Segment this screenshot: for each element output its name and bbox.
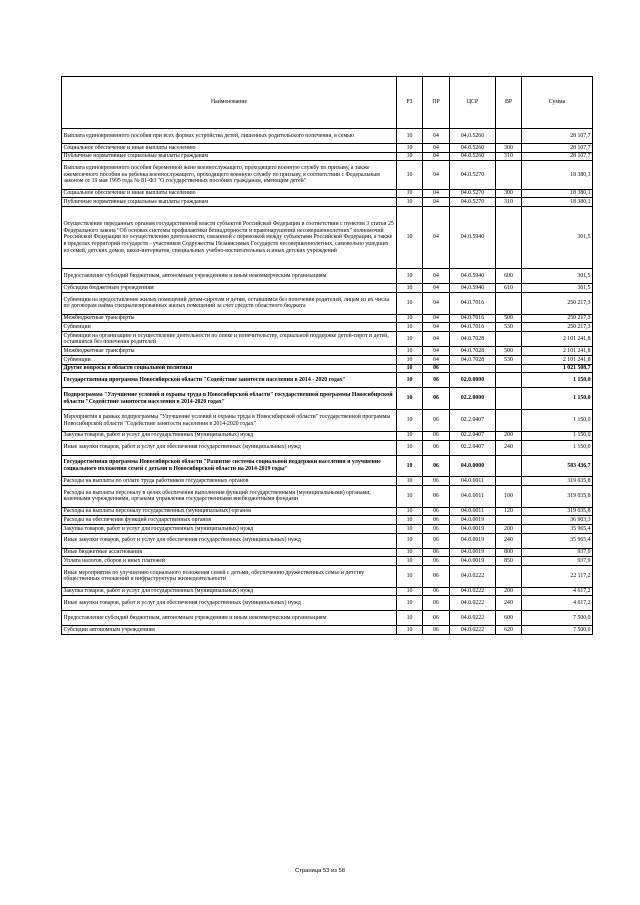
- cell-name: Расходы на выплаты по оплате труда работников государственных органов: [62, 477, 397, 486]
- cell-vr: [496, 410, 522, 432]
- cell-pr: 06: [423, 533, 450, 548]
- cell-rz: 10: [397, 323, 423, 332]
- cell-pr: 06: [423, 516, 450, 525]
- header-name: Наименование: [62, 77, 397, 129]
- cell-pr: 06: [423, 410, 450, 432]
- cell-pr: 04: [423, 144, 450, 153]
- cell-pr: 06: [423, 373, 450, 388]
- cell-rz: 10: [397, 611, 423, 626]
- cell-pr: 06: [423, 388, 450, 410]
- cell-csr: 02.2.0407: [450, 431, 496, 440]
- cell-pr: 04: [423, 332, 450, 347]
- cell-sum: 2 101 241,8: [522, 332, 593, 347]
- cell-rz: 10: [397, 388, 423, 410]
- cell-rz: 10: [397, 410, 423, 432]
- cell-vr: [496, 516, 522, 525]
- table-row: [62, 207, 593, 269]
- cell-name: Закупка товаров, работ и услуг для государственных (муниципальных) нужд: [62, 525, 397, 534]
- cell-pr: 04: [423, 356, 450, 365]
- cell-name: Публичные нормативные социальные выплаты гражданам: [62, 152, 397, 161]
- table-row: [62, 388, 593, 410]
- table-row: [62, 373, 593, 388]
- table-row: [62, 565, 593, 587]
- cell-vr: 620: [496, 626, 522, 635]
- cell-pr: 04: [423, 284, 450, 293]
- cell-name: Межбюджетные трансферты: [62, 314, 397, 323]
- cell-rz: 10: [397, 347, 423, 356]
- cell-sum: 1 150,0: [522, 431, 593, 440]
- cell-pr: 04: [423, 323, 450, 332]
- cell-name: Социальное обеспечение и иные выплаты населению: [62, 189, 397, 198]
- cell-name: Уплата налогов, сборов и иных платежей: [62, 557, 397, 566]
- cell-sum: 319 035,8: [522, 477, 593, 486]
- cell-name: Иные закупки товаров, работ и услуг для обеспечения государственных (муниципальных) нужд: [62, 596, 397, 611]
- cell-pr: 06: [423, 455, 450, 477]
- cell-sum: 18 380,1: [522, 161, 593, 190]
- cell-csr: 04.0.5940: [450, 269, 496, 284]
- cell-sum: 583 436,7: [522, 455, 593, 477]
- cell-name: Мероприятия в рамках подпрограммы "Улучшение условий и охраны труда в Новосибирской области" государственной программы Новосибирской области "Содействие занятости населения в 2014-2020 годах": [62, 410, 397, 432]
- cell-sum: 937,9: [522, 557, 593, 566]
- cell-vr: 300: [496, 189, 522, 198]
- cell-vr: 310: [496, 152, 522, 161]
- cell-pr: 06: [423, 548, 450, 557]
- header-sum: Сумма: [522, 77, 593, 129]
- cell-csr: 04.0.5270: [450, 161, 496, 190]
- cell-sum: 250 217,3: [522, 323, 593, 332]
- cell-vr: [496, 332, 522, 347]
- cell-csr: 04.0.5270: [450, 189, 496, 198]
- cell-pr: 06: [423, 364, 450, 373]
- cell-vr: 240: [496, 440, 522, 455]
- table-row: [62, 455, 593, 477]
- cell-vr: 530: [496, 323, 522, 332]
- cell-pr: 04: [423, 129, 450, 144]
- cell-sum: 1 021 508,7: [522, 364, 593, 373]
- budget-table: [61, 76, 593, 635]
- cell-csr: 04.0.5270: [450, 198, 496, 207]
- cell-csr: 04.0.7016: [450, 323, 496, 332]
- cell-rz: 10: [397, 565, 423, 587]
- table-row: [62, 440, 593, 455]
- cell-csr: 04.0.7016: [450, 293, 496, 315]
- cell-name: Выплата единовременного пособия при всех формах устройства детей, лишенных родительского попечения, в семью: [62, 129, 397, 144]
- cell-rz: 10: [397, 207, 423, 269]
- cell-sum: 250 217,3: [522, 314, 593, 323]
- cell-pr: 06: [423, 626, 450, 635]
- cell-vr: [496, 455, 522, 477]
- cell-sum: 28 107,7: [522, 152, 593, 161]
- cell-vr: 310: [496, 198, 522, 207]
- cell-sum: 2 101 241,8: [522, 347, 593, 356]
- cell-sum: 301,5: [522, 284, 593, 293]
- cell-rz: 10: [397, 455, 423, 477]
- cell-sum: 1 150,0: [522, 388, 593, 410]
- cell-rz: 10: [397, 364, 423, 373]
- cell-csr: 02.2.0407: [450, 410, 496, 432]
- cell-vr: 200: [496, 525, 522, 534]
- table-row: [62, 323, 593, 332]
- cell-pr: 06: [423, 611, 450, 626]
- cell-pr: 04: [423, 293, 450, 315]
- table-row: [62, 356, 593, 365]
- cell-rz: 10: [397, 557, 423, 566]
- cell-name: Подпрограмма "Улучшение условий и охраны труда в Новосибирской области" государственной программы Новосибирской области "Содействие занятости населения в 2014-2020 годах": [62, 388, 397, 410]
- cell-vr: 500: [496, 347, 522, 356]
- cell-vr: [496, 565, 522, 587]
- cell-sum: 7 500,0: [522, 626, 593, 635]
- table-row: [62, 611, 593, 626]
- table-row: [62, 269, 593, 284]
- table-row: [62, 410, 593, 432]
- table-row: [62, 507, 593, 516]
- cell-rz: 10: [397, 516, 423, 525]
- cell-name: Государственная программа Новосибирской области "Развитие системы социальной поддержки населения и улучшение социального положения семей с детьми в Новосибирской области на 2014-2019 годы": [62, 455, 397, 477]
- table-row: [62, 477, 593, 486]
- cell-vr: 850: [496, 557, 522, 566]
- cell-rz: 10: [397, 356, 423, 365]
- cell-sum: 1 150,0: [522, 373, 593, 388]
- table-row: [62, 516, 593, 525]
- cell-rz: 10: [397, 161, 423, 190]
- table-row: [62, 596, 593, 611]
- table-row: [62, 533, 593, 548]
- table-header-row: [62, 77, 593, 129]
- cell-sum: 18 380,1: [522, 198, 593, 207]
- cell-rz: 10: [397, 314, 423, 323]
- cell-csr: 04.0.5260: [450, 129, 496, 144]
- header-csr: ЦСР: [450, 77, 496, 129]
- cell-csr: 04.0.0222: [450, 596, 496, 611]
- cell-pr: 06: [423, 525, 450, 534]
- cell-sum: 28 107,7: [522, 129, 593, 144]
- cell-vr: [496, 373, 522, 388]
- cell-name: Субсидии бюджетным учреждениям: [62, 284, 397, 293]
- cell-csr: 02.2.0000: [450, 388, 496, 410]
- cell-pr: 04: [423, 152, 450, 161]
- cell-rz: 10: [397, 332, 423, 347]
- table-row: [62, 485, 593, 507]
- cell-csr: 04.0.5940: [450, 284, 496, 293]
- cell-sum: 7 500,0: [522, 611, 593, 626]
- cell-name: Выплата единовременного пособия беременной жене военнослужащего, проходящего военную службу по призыву, а также ежемесячного пособия на ребенка военнослужащего, проходящего военную службу по призыву, в соответствии с Федеральным законом от 19 мая 1995 года № 81-ФЗ "О государственных пособиях гражданам, имеющим детей": [62, 161, 397, 190]
- cell-vr: [496, 388, 522, 410]
- table-row: [62, 364, 593, 373]
- cell-pr: 04: [423, 269, 450, 284]
- cell-name: Предоставление субсидий бюджетным, автономным учреждениям и иным некоммерческим организациям: [62, 611, 397, 626]
- cell-name: Закупка товаров, работ и услуг для государственных (муниципальных) нужд: [62, 587, 397, 596]
- cell-rz: 10: [397, 293, 423, 315]
- cell-name: Публичные нормативные социальные выплаты гражданам: [62, 198, 397, 207]
- cell-csr: 04.0.0222: [450, 565, 496, 587]
- cell-vr: 500: [496, 314, 522, 323]
- table-row: [62, 525, 593, 534]
- cell-vr: 600: [496, 269, 522, 284]
- cell-rz: 10: [397, 189, 423, 198]
- cell-csr: 04.0.7028: [450, 332, 496, 347]
- header-pr: ПР: [423, 77, 450, 129]
- cell-sum: 4 617,2: [522, 587, 593, 596]
- table-row: [62, 587, 593, 596]
- cell-rz: 10: [397, 198, 423, 207]
- cell-rz: 10: [397, 284, 423, 293]
- cell-pr: 06: [423, 565, 450, 587]
- cell-csr: 04.0.7016: [450, 314, 496, 323]
- cell-sum: 937,9: [522, 548, 593, 557]
- cell-pr: 06: [423, 477, 450, 486]
- cell-vr: 240: [496, 533, 522, 548]
- cell-rz: 10: [397, 431, 423, 440]
- cell-sum: 22 117,2: [522, 565, 593, 587]
- cell-sum: 301,5: [522, 269, 593, 284]
- table-row: [62, 431, 593, 440]
- cell-rz: 10: [397, 144, 423, 153]
- cell-vr: 610: [496, 284, 522, 293]
- table-row: [62, 189, 593, 198]
- cell-vr: [496, 207, 522, 269]
- cell-csr: 04.0.0019: [450, 548, 496, 557]
- cell-rz: 10: [397, 485, 423, 507]
- cell-pr: 04: [423, 207, 450, 269]
- table-row: [62, 284, 593, 293]
- table-row: [62, 347, 593, 356]
- cell-vr: 120: [496, 507, 522, 516]
- cell-name: Субвенции на предоставление жилых помещений детям-сиротам и детям, оставшимся без попечения родителей, лицам из их числа по договорам найма специализированных жилых помещений за счет средств областного бюджета: [62, 293, 397, 315]
- cell-name: Субсидии автономным учреждениям: [62, 626, 397, 635]
- cell-pr: 04: [423, 314, 450, 323]
- cell-name: Социальное обеспечение и иные выплаты населению: [62, 144, 397, 153]
- header-rz: РЗ: [397, 77, 423, 129]
- cell-csr: 04.0.0011: [450, 477, 496, 486]
- cell-csr: 04.0.0000: [450, 455, 496, 477]
- cell-sum: 301,5: [522, 207, 593, 269]
- cell-sum: 319 035,8: [522, 507, 593, 516]
- cell-sum: 36 903,3: [522, 516, 593, 525]
- cell-rz: 10: [397, 129, 423, 144]
- table-row: [62, 152, 593, 161]
- cell-pr: 06: [423, 587, 450, 596]
- cell-csr: 04.0.0222: [450, 587, 496, 596]
- cell-csr: 04.0.0222: [450, 626, 496, 635]
- cell-csr: 04.0.0019: [450, 533, 496, 548]
- cell-csr: 02.0.0000: [450, 373, 496, 388]
- cell-sum: 4 617,2: [522, 596, 593, 611]
- table-row: [62, 626, 593, 635]
- cell-csr: 02.2.0407: [450, 440, 496, 455]
- cell-name: Расходы на выплаты персоналу государственных (муниципальных) органов: [62, 507, 397, 516]
- cell-csr: 04.0.0019: [450, 516, 496, 525]
- cell-name: Закупка товаров, работ и услуг для государственных (муниципальных) нужд: [62, 431, 397, 440]
- cell-pr: 04: [423, 198, 450, 207]
- cell-csr: 04.0.0222: [450, 611, 496, 626]
- cell-sum: 250 217,3: [522, 293, 593, 315]
- cell-csr: 04.0.7028: [450, 347, 496, 356]
- cell-pr: 06: [423, 557, 450, 566]
- cell-rz: 10: [397, 548, 423, 557]
- cell-csr: 04.0.5260: [450, 152, 496, 161]
- page-number: Страница 53 из 58: [295, 868, 345, 874]
- cell-csr: 04.0.7028: [450, 356, 496, 365]
- cell-name: Осуществление переданных органам государственной власти субъектов Российской Федерации в соответствии с пунктом 3 статьи 25 Федерального закона "Об основах системы профилактики безнадзорности и правонарушений несовершеннолетних" полномочий Российской Федерации по осуществлению деятельности, связанной с перевозкой между субъектами Российской Федерации, а также в пределах территорий государств - участников Содружества Независимых Государств несовершеннолетних, самовольно ушедших из семей, детских домов, школ-интернатов, специальных учебно-воспитательных и иных детских учреждений: [62, 207, 397, 269]
- cell-sum: 18 380,1: [522, 189, 593, 198]
- cell-pr: 06: [423, 431, 450, 440]
- cell-rz: 10: [397, 440, 423, 455]
- cell-csr: 04.0.5940: [450, 207, 496, 269]
- cell-vr: [496, 477, 522, 486]
- cell-sum: 1 150,0: [522, 410, 593, 432]
- cell-pr: 06: [423, 440, 450, 455]
- table-row: [62, 548, 593, 557]
- cell-name: Субвенции: [62, 323, 397, 332]
- cell-pr: 06: [423, 596, 450, 611]
- cell-name: Межбюджетные трансферты: [62, 347, 397, 356]
- cell-pr: 06: [423, 507, 450, 516]
- cell-sum: 1 150,0: [522, 440, 593, 455]
- table-row: [62, 129, 593, 144]
- cell-name: Иные бюджетные ассигнования: [62, 548, 397, 557]
- cell-vr: 240: [496, 596, 522, 611]
- cell-sum: 28 107,7: [522, 144, 593, 153]
- cell-rz: 10: [397, 525, 423, 534]
- cell-pr: 06: [423, 485, 450, 507]
- table-row: [62, 144, 593, 153]
- cell-name: Государственная программа Новосибирской области "Содействие занятости населения в 2014 - 2020 годах": [62, 373, 397, 388]
- cell-name: Иные закупки товаров, работ и услуг для обеспечения государственных (муниципальных) нужд: [62, 440, 397, 455]
- cell-pr: 04: [423, 189, 450, 198]
- cell-rz: 10: [397, 587, 423, 596]
- cell-csr: 04.0.5260: [450, 144, 496, 153]
- cell-csr: [450, 364, 496, 373]
- cell-csr: 04.0.0011: [450, 485, 496, 507]
- cell-rz: 10: [397, 269, 423, 284]
- cell-vr: 530: [496, 356, 522, 365]
- cell-rz: 10: [397, 477, 423, 486]
- table-row: [62, 198, 593, 207]
- cell-name: Расходы на обеспечение функций государственных органов: [62, 516, 397, 525]
- cell-vr: [496, 129, 522, 144]
- table-row: [62, 332, 593, 347]
- cell-name: Субвенции на организацию и осуществление деятельности по опеке и попечительству, социальной поддержке детей-сирот и детей, оставшихся без попечения родителей: [62, 332, 397, 347]
- table-row: [62, 314, 593, 323]
- cell-csr: 04.0.0019: [450, 557, 496, 566]
- cell-name: Иные мероприятия по улучшению социального положения семей с детьми, обеспечению дружественных семье и детству общественных отношений и инфраструктуры жизнедеятельности: [62, 565, 397, 587]
- cell-rz: 10: [397, 596, 423, 611]
- cell-vr: 600: [496, 611, 522, 626]
- cell-sum: 35 965,4: [522, 525, 593, 534]
- cell-name: Расходы на выплаты персоналу в целях обеспечения выполнения функций государственными (муниципальными) органами, казенными учреждениями, органами управления государственными внебюджетными фондами: [62, 485, 397, 507]
- table-row: [62, 557, 593, 566]
- table-row: [62, 161, 593, 190]
- cell-csr: 04.0.0011: [450, 507, 496, 516]
- cell-sum: 35 965,4: [522, 533, 593, 548]
- cell-rz: 10: [397, 533, 423, 548]
- cell-pr: 04: [423, 347, 450, 356]
- cell-vr: 300: [496, 144, 522, 153]
- header-vr: ВР: [496, 77, 522, 129]
- cell-rz: 10: [397, 507, 423, 516]
- cell-vr: 200: [496, 431, 522, 440]
- cell-name: Иные закупки товаров, работ и услуг для обеспечения государственных (муниципальных) нужд: [62, 533, 397, 548]
- cell-vr: [496, 364, 522, 373]
- cell-rz: 10: [397, 626, 423, 635]
- cell-name: Другие вопросы в области социальной политики: [62, 364, 397, 373]
- cell-sum: 319 035,8: [522, 485, 593, 507]
- table-row: [62, 293, 593, 315]
- cell-vr: [496, 161, 522, 190]
- cell-vr: 100: [496, 485, 522, 507]
- cell-vr: [496, 293, 522, 315]
- cell-name: Предоставление субсидий бюджетным, автономным учреждениям и иным некоммерческим организациям: [62, 269, 397, 284]
- cell-vr: 800: [496, 548, 522, 557]
- cell-pr: 04: [423, 161, 450, 190]
- cell-name: Субвенции: [62, 356, 397, 365]
- cell-csr: 04.0.0019: [450, 525, 496, 534]
- cell-sum: 2 101 241,8: [522, 356, 593, 365]
- cell-vr: 200: [496, 587, 522, 596]
- cell-rz: 10: [397, 373, 423, 388]
- cell-rz: 10: [397, 152, 423, 161]
